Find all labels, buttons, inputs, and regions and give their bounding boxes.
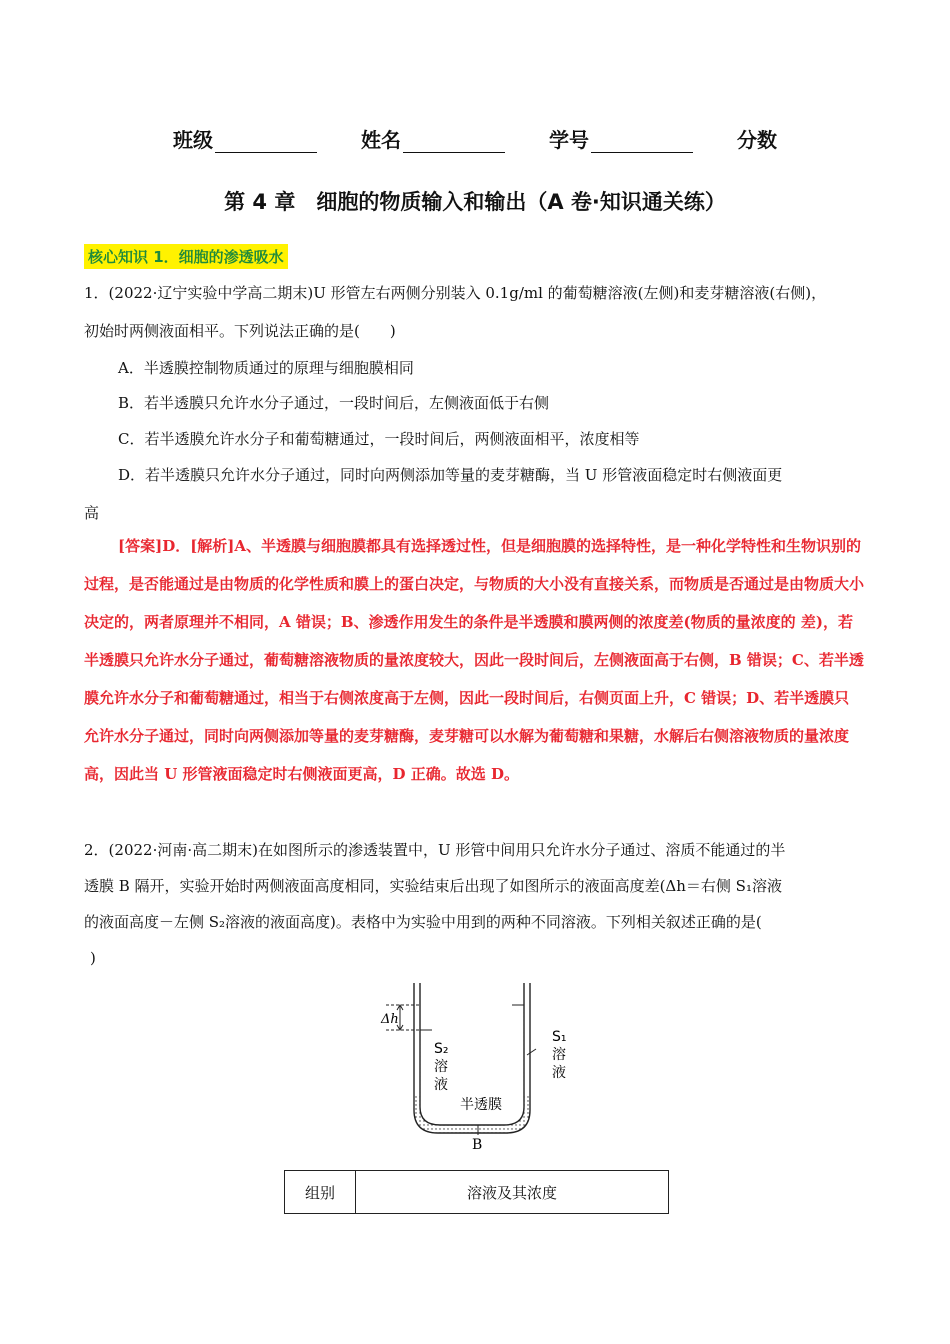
s1-label: S₁ (552, 1029, 567, 1045)
q1-option-d-line1: D．若半透膜只允许水分子通过，同时向两侧添加等量的麦芽糖酶，当 U 形管液面稳定时右侧液面更 (118, 466, 783, 484)
class-field (173, 124, 317, 153)
table-header-solution: 溶液及其浓度 (356, 1171, 669, 1214)
s2-word1: 溶 (434, 1059, 448, 1075)
page-title: 第 4 章 细胞的物质输入和输出（A 卷·知识通关练） (224, 190, 726, 214)
q1-stem-line1: 1．(2022·辽宁实验中学高二期末)U 形管左右两侧分别装入 0.1g/ml 的葡萄糖溶液(左侧)和麦芽糖溶液(右侧)， (84, 284, 827, 302)
u-tube-diagram (370, 975, 590, 1155)
name-field (361, 124, 505, 153)
section-heading: 核心知识 1．细胞的渗透吸水 (84, 244, 288, 269)
membrane-label: 半透膜 (460, 1097, 502, 1113)
delta-h-label: Δh (381, 1012, 399, 1027)
class-label: 班级 (173, 128, 213, 152)
right-liquid-edge (521, 1005, 524, 1107)
q1-stem-line2: 初始时两侧液面相平。下列说法正确的是( ) (84, 322, 396, 340)
s2-word2: 液 (434, 1077, 448, 1093)
table-header-row (285, 1171, 669, 1214)
name-blank[interactable] (403, 132, 505, 153)
class-blank[interactable] (215, 132, 317, 153)
b-label: B (472, 1137, 483, 1153)
id-blank[interactable] (591, 132, 693, 153)
q1-option-c: C．若半透膜允许水分子和葡萄糖通过，一段时间后，两侧液面相平，浓度相等 (118, 430, 640, 448)
student-info-row (0, 124, 950, 153)
q2-stem (84, 832, 864, 976)
id-label: 学号 (549, 128, 589, 152)
name-label: 姓名 (361, 128, 401, 152)
s1-word2: 液 (552, 1065, 566, 1081)
solution-table-wrap (284, 1170, 669, 1214)
id-field (549, 124, 693, 153)
score-field (737, 124, 777, 153)
q1-option-d-line2: 高 (84, 504, 100, 522)
q2-stem-line1: 2．(2022·河南·高二期末)在如图所示的渗透装置中，U 形管中间用只允许水分子通过、溶质不能通过的半 (84, 841, 786, 859)
q1-option-b: B．若半透膜只允许水分子通过，一段时间后，左侧液面低于右侧 (118, 394, 550, 412)
q2-stem-line3: 的液面高度－左侧 S₂溶液的液面高度)。表格中为实验中用到的两种不同溶液。下列相关叙述正确的是( (84, 913, 762, 931)
table-header-group: 组别 (285, 1171, 356, 1214)
q2-stem-line2: 透膜 B 隔开，实验开始时两侧液面高度相同，实验结束后出现了如图所示的液面高度差(Δh＝右侧 S₁溶液 (84, 877, 782, 895)
s2-label: S₂ (434, 1041, 449, 1057)
q1-answer: [答案]D．[解析]A、半透膜与细胞膜都具有选择透过性，但是细胞膜的选择特性，是一种化学特性和生物识别的过程，是否能通过是由物质的化学性质和膜上的蛋白决定，与物质的大小没有直接关系，而物质是否通过是由物质大小决定的，两者原理并不相同，A 错误；B、渗透作用发生的条件是半透膜和膜两侧的浓度差(物质的量浓度的 差)，若半透膜只允许水分子通过，葡萄糖溶液物质的量浓度较大，因此一段时间后，左侧液面高于右侧，B 错误；C、若半透膜允许水分子和葡萄糖通过，相当于右侧浓度高于左侧，因此一段时间后，右侧页面上升，C 错误；D、若半透膜只允许水分子通过，同时向两侧添加等量的麦芽糖酶，麦芽糖可以水解为葡萄糖和果糖，水解后右侧溶液物质的量浓度高，因此当 U 形管液面稳定时右侧液面更高，D 正确。故选 D。 (84, 537, 865, 783)
score-label: 分数 (737, 128, 777, 152)
q1-option-a: A．半透膜控制物质通过的原理与细胞膜相同 (118, 359, 414, 377)
left-liquid-edge (420, 1030, 423, 1107)
s1-word1: 溶 (552, 1047, 566, 1063)
s1-leader (527, 1049, 536, 1055)
q2-stem-line4: ) (90, 949, 96, 967)
solution-table (284, 1170, 669, 1214)
